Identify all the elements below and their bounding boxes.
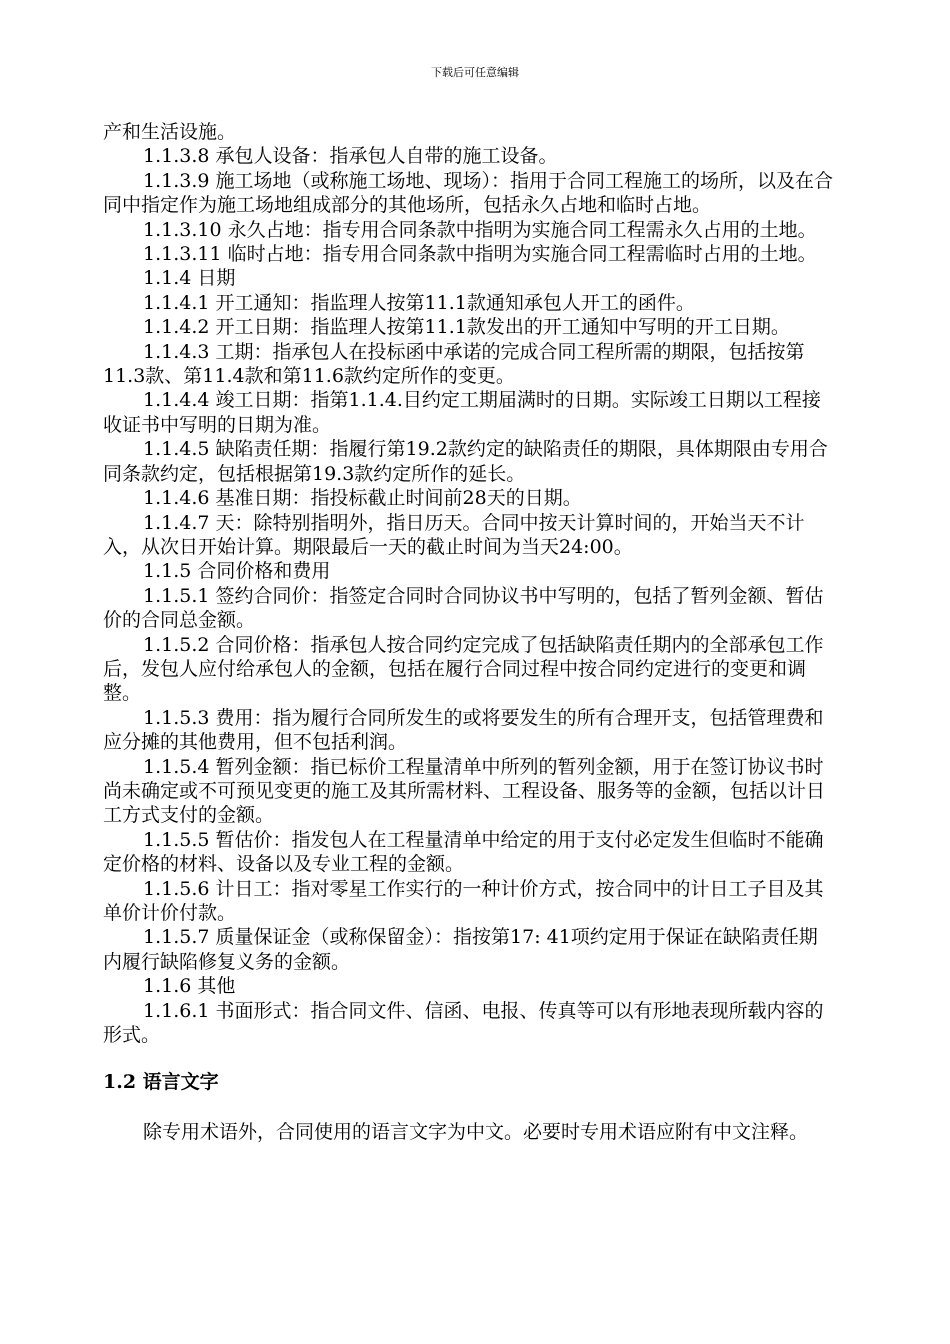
definition-paragraph: 1.1.3.8 承包人设备：指承包人自带的施工设备。 — [143, 145, 558, 168]
definitions-list — [103, 120, 835, 1047]
page-header: 下载后可任意编辑 — [431, 66, 519, 79]
definition-paragraph: 1.1.5.4 暂列金额：指已标价工程量清单中所列的暂列金额，用于在签订协议书时尚未确定或不可预见变更的施工及其所需材料、工程设备、服务等的金额，包括以计日工方式支付的金额。 — [103, 755, 826, 827]
definition-paragraph: 1.1.5.6 计日工：指对零星工作实行的一种计价方式，按合同中的计日工子目及其单价计价付款。 — [103, 877, 824, 924]
section-heading: 1.2 语言文字 — [103, 1071, 219, 1094]
definition-paragraph: 1.1.5.5 暂估价：指发包人在工程量清单中给定的用于支付必定发生但临时不能确定价格的材料、设备以及专业工程的金额。 — [103, 828, 824, 876]
definition-paragraph: 1.1.5.2 合同价格：指承包人按合同约定完成了包括缺陷责任期内的全部承包工作后，发包人应付给承包人的金额，包括在履行合同过程中按合同约定进行的变更和调整。 — [103, 633, 824, 705]
document-body — [103, 120, 835, 1145]
section-body: 除专用术语外，合同使用的语言文字为中文。必要时专用术语应附有中文注释。 — [143, 1121, 809, 1144]
definition-paragraph: 1.1.5 合同价格和费用 — [143, 560, 331, 583]
definition-paragraph: 1.1.4.1 开工通知：指监理人按第11.1款通知承包人开工的函件。 — [143, 291, 695, 314]
definition-paragraph: 1.1.4.6 基准日期：指投标截止时间前28天的日期。 — [143, 487, 582, 510]
definition-paragraph: 1.1.4.2 开工日期：指监理人按第11.1款发出的开工通知中写明的开工日期。 — [143, 316, 790, 339]
definition-paragraph: 1.1.5.7 质量保证金（或称保留金）：指按第17: 41项约定用于保证在缺陷责任期内履行缺陷修复义务的金额。 — [103, 926, 818, 973]
definition-paragraph: 1.1.4.4 竣工日期：指第1.1.4.目约定工期届满时的日期。实际竣工日期以工程接收证书中写明的日期为准。 — [103, 389, 821, 436]
definition-paragraph: 1.1.4.3 工期：指承包人在投标函中承诺的完成合同工程所需的期限，包括按第11.3款、第11.4款和第11.6款约定所作的变更。 — [103, 340, 805, 388]
definition-paragraph: 1.1.5.3 费用：指为履行合同所发生的或将要发生的所有合理开支，包括管理费和应分摊的其他费用，但不包括利润。 — [103, 706, 824, 754]
definition-paragraph: 1.1.3.10 永久占地：指专用合同条款中指明为实施合同工程需永久占用的土地。 — [143, 218, 817, 241]
definition-paragraph: 1.1.5.1 签约合同价：指签定合同时合同协议书中写明的，包括了暂列金额、暂估价的合同总金额。 — [103, 584, 824, 632]
definition-paragraph: 1.1.3.9 施工场地（或称施工场地、现场）：指用于合同工程施工的场所，以及在合同中指定作为施工场地组成部分的其他场所，包括永久占地和临时占地。 — [103, 169, 834, 217]
definition-paragraph: 1.1.6.1 书面形式：指合同文件、信函、电报、传真等可以有形地表现所载内容的形式。 — [103, 999, 824, 1047]
definition-paragraph: 产和生活设施。 — [103, 121, 237, 143]
definition-paragraph: 1.1.4.5 缺陷责任期：指履行第19.2款约定的缺陷责任的期限，具体期限由专用合同条款约定，包括根据第19.3款约定所作的延长。 — [103, 438, 828, 485]
definition-paragraph: 1.1.3.11 临时占地：指专用合同条款中指明为实施合同工程需临时占用的土地。 — [143, 243, 817, 266]
definition-paragraph: 1.1.4 日期 — [143, 267, 236, 290]
definition-paragraph: 1.1.6 其他 — [143, 975, 236, 998]
definition-paragraph: 1.1.4.7 天：除特别指明外，指日历天。合同中按天计算时间的，开始当天不计入，从次日开始计算。期限最后一天的截止时间为当天24:00。 — [103, 511, 805, 558]
